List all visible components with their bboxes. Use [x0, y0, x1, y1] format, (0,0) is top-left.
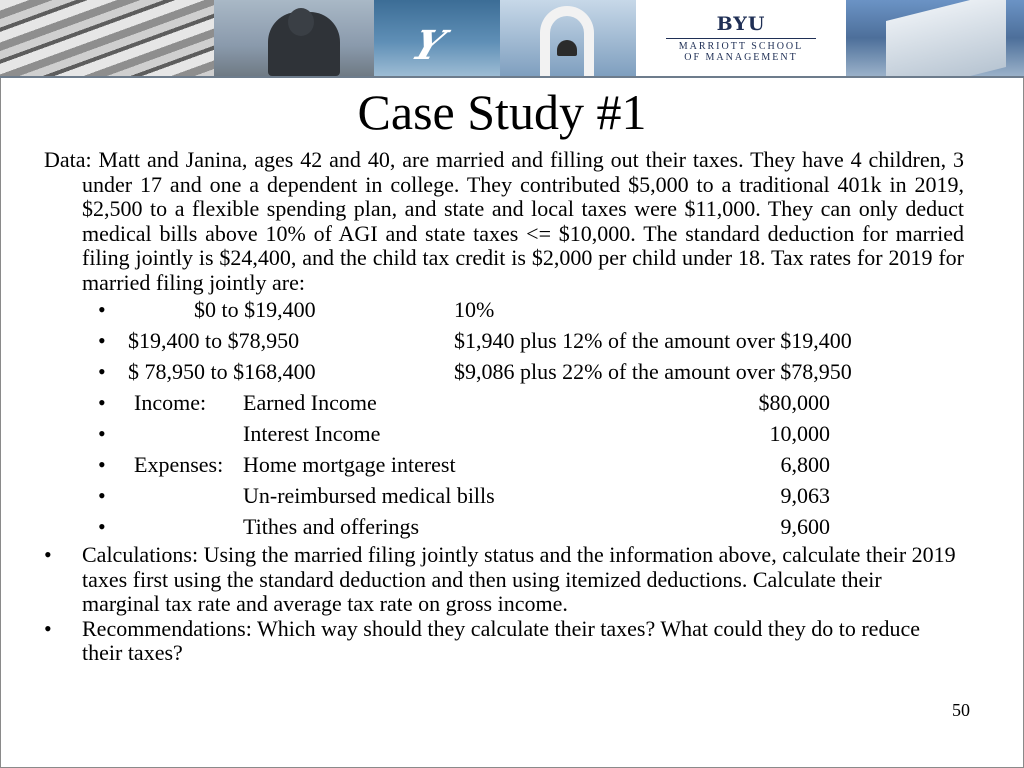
bullet-icon: • — [98, 297, 106, 322]
bullet-icon: • — [44, 615, 52, 641]
bracket-rate: $1,940 plus 12% of the amount over $19,400 — [454, 328, 852, 353]
list-item — [44, 357, 964, 388]
slide-body — [44, 148, 964, 666]
list-item — [44, 481, 964, 512]
y-logo-icon: Y — [405, 22, 452, 69]
tax-info-list — [44, 295, 964, 543]
data-paragraph: Data: Matt and Janina, ages 42 and 40, are married and filling out their taxes. They have 4 children, 3 under 17 and one a dependent in college. They contributed $5,000 to a traditional 401k in 2019, $2,500 to a flexible spending plan, and state and local taxes were $11,000. They can only deduct medical bills above 10% of AGI and state taxes <= $10,000. The standard deduction for married filing jointly is $24,400, and the child tax credit is $2,000 per child under 18. Tax rates for 2019 for married filing jointly are: — [44, 147, 964, 295]
list-item — [44, 326, 964, 357]
recommendations-item — [44, 617, 964, 666]
slide-title: Case Study #1 — [357, 84, 647, 140]
byu-logo — [636, 0, 846, 76]
item-amount: 6,800 — [780, 452, 830, 477]
byu-logo-text: BYU — [716, 13, 766, 35]
bracket-rate: 10% — [454, 297, 495, 322]
header-banner — [0, 0, 1024, 78]
category-label: Expenses: — [134, 452, 224, 477]
recommendations-text: Recommendations: Which way should they calculate their taxes? What could they do to reduce their taxes? — [82, 615, 920, 665]
list-item — [44, 450, 964, 481]
item-label: Home mortgage interest — [243, 452, 456, 477]
bullet-icon: • — [98, 514, 106, 539]
bullet-icon: • — [98, 328, 106, 353]
item-label: Interest Income — [243, 421, 381, 446]
item-label: Tithes and offerings — [243, 514, 419, 539]
calculations-item — [44, 543, 964, 617]
bracket-range: $19,400 to $78,950 — [128, 328, 300, 353]
building-photo — [846, 0, 1024, 76]
bullet-icon: • — [98, 452, 106, 477]
y-mountain-photo — [374, 0, 500, 76]
bracket-range: $0 to $19,400 — [194, 297, 316, 322]
bracket-rate: $9,086 plus 22% of the amount over $78,950 — [454, 359, 852, 384]
building-icon — [886, 0, 1006, 76]
logo-divider — [666, 38, 816, 39]
item-amount: 9,063 — [780, 483, 830, 508]
item-label: Earned Income — [243, 390, 377, 415]
bullet-icon: • — [98, 359, 106, 384]
bell-arch-photo — [500, 0, 636, 76]
list-item — [44, 388, 964, 419]
page-number: 50 — [952, 700, 970, 720]
school-name-line2: OF MANAGEMENT — [684, 52, 798, 63]
statue-head-icon — [288, 8, 314, 36]
calculations-text: Calculations: Using the married filing jointly status and the information above, calculate their 2019 taxes first using the standard deduction and then using itemized deductions. Calculate their marginal tax rate and average tax rate on gross income. — [82, 542, 956, 616]
item-amount: 10,000 — [769, 421, 830, 446]
bullet-icon: • — [98, 390, 106, 415]
school-name-line1: MARRIOTT SCHOOL — [678, 41, 804, 52]
list-item — [44, 512, 964, 543]
item-amount: $80,000 — [758, 390, 830, 415]
architecture-photo — [0, 0, 214, 76]
item-label: Un-reimbursed medical bills — [243, 483, 495, 508]
item-amount: 9,600 — [780, 514, 830, 539]
bullet-icon: • — [98, 483, 106, 508]
statue-photo — [214, 0, 374, 76]
bell-icon — [557, 40, 577, 56]
list-item — [44, 295, 964, 326]
bracket-range: $ 78,950 to $168,400 — [128, 359, 316, 384]
category-label: Income: — [134, 390, 207, 415]
bullet-icon: • — [44, 542, 52, 567]
bullet-icon: • — [98, 421, 106, 446]
list-item — [44, 419, 964, 450]
